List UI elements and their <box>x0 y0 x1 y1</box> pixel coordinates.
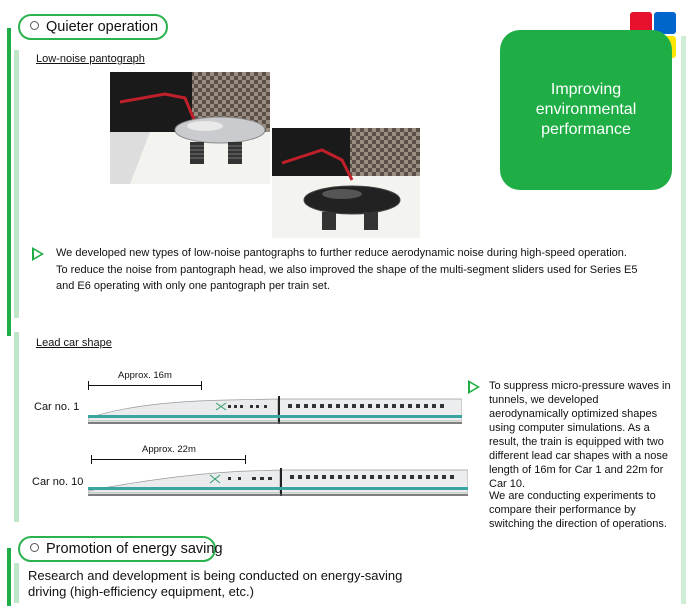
circle-bullet-icon <box>30 543 39 552</box>
car1-dimension-tick-right <box>201 381 202 390</box>
section2-inner-bar <box>14 563 19 603</box>
section-title-quieter-operation <box>18 14 168 40</box>
energy-saving-text: Research and development is being conducted on energy-saving driving (high-efficiency equipment, etc.) <box>28 568 403 599</box>
car10-label: Car no. 10 <box>32 476 84 488</box>
leadcar-arrow-bullet-inner <box>470 383 477 391</box>
car10-train-image <box>88 465 468 499</box>
section-title-text: Promotion of energy saving <box>46 541 223 557</box>
car1-dimension-label: Approx. 16m <box>118 370 172 381</box>
section1-left-bar <box>7 28 11 336</box>
pantograph-text-1: We developed new types of low-noise pantographs to further reduce aerodynamic noise during high-speed operation. <box>56 247 627 259</box>
pantograph-text-2: To reduce the noise from pantograph head, we also improved the shape of the multi-segment sliders used for Series E5 and E6 operating with only one pantograph per train set. <box>56 264 638 292</box>
pantograph-photo-1 <box>110 72 270 184</box>
car10-dimension-label: Approx. 22m <box>142 444 196 455</box>
leadcar-left-bar <box>14 332 19 522</box>
section-title-energy-saving <box>18 536 223 562</box>
environment-badge <box>500 30 672 190</box>
car1-dimension-tick-left <box>88 381 89 390</box>
leadcar-text-1: To suppress micro-pressure waves in tunnels, we developed aerodynamically optimized shapes using computer simulations. As a result, the train is equipped with two different lead car shapes with a nose length of 16m for Car 1 and 22m for Car 10. <box>489 380 671 490</box>
car1-label: Car no. 1 <box>34 401 80 413</box>
pantograph-left-bar <box>14 50 19 318</box>
car10-dimension-line <box>91 459 246 460</box>
car10-dimension-tick-right <box>245 455 246 464</box>
environment-badge-text: Improving environmental performance <box>535 81 637 138</box>
section2-left-bar <box>7 548 11 606</box>
pantograph-photo-2 <box>272 128 420 238</box>
arrow-bullet-inner <box>34 250 41 258</box>
car10-dimension-tick-left <box>91 455 92 464</box>
pantograph-heading: Low-noise pantograph <box>36 53 145 65</box>
leadcar-heading: Lead car shape <box>36 337 112 349</box>
section-title-text: Quieter operation <box>46 19 159 35</box>
circle-bullet-icon <box>30 21 39 30</box>
right-edge-bar <box>681 36 686 604</box>
leadcar-text-2: We are conducting experiments to compare their performance by switching the direction of operations. <box>489 490 667 530</box>
car1-dimension-line <box>88 385 202 386</box>
car1-train-image <box>88 393 462 427</box>
